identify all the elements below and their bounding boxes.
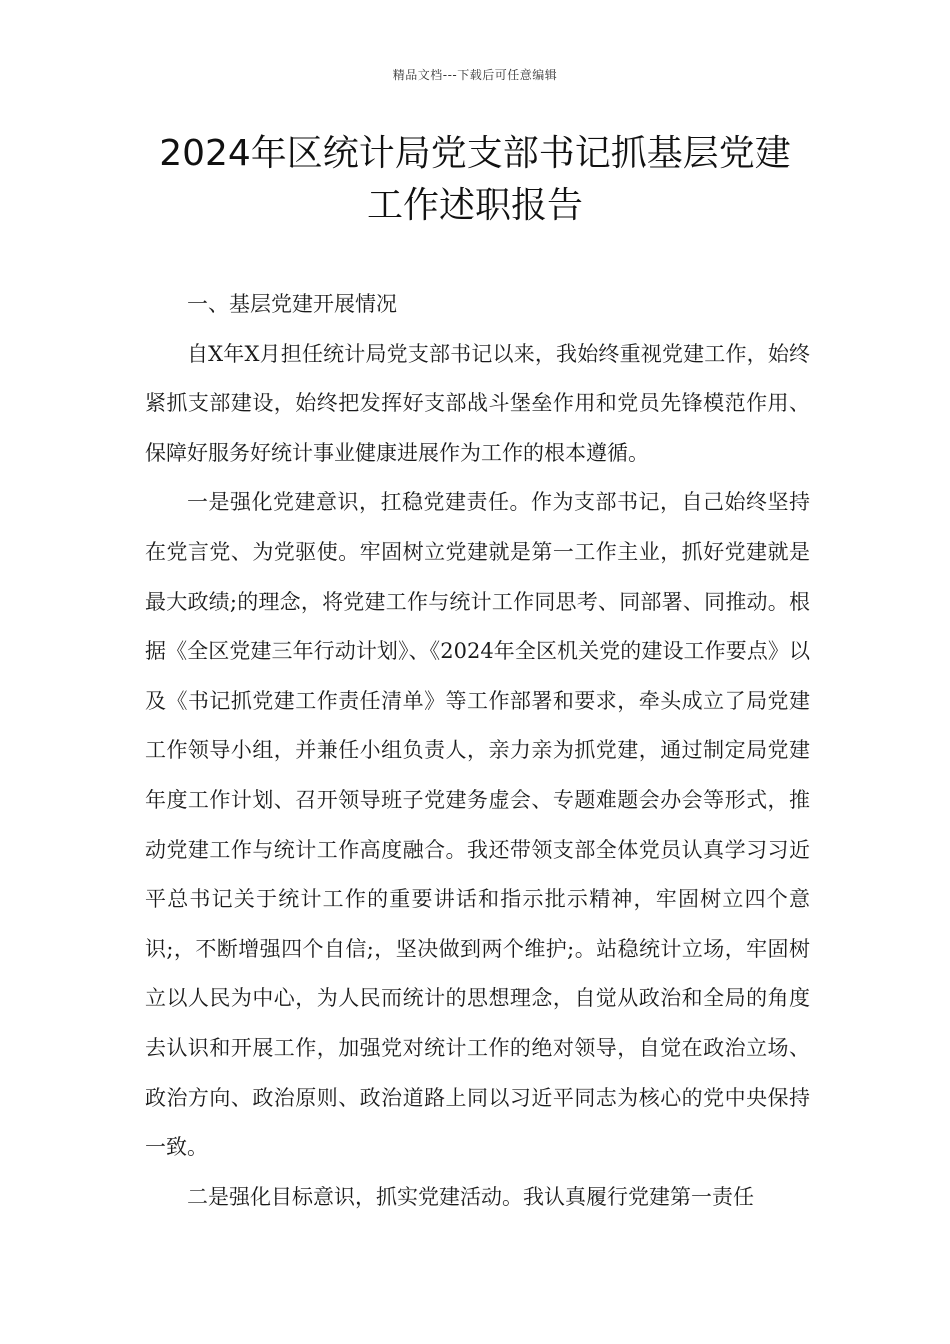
paragraph: 自X年X月担任统计局党支部书记以来，我始终重视党建工作，始终紧抓支部建设，始终把发挥好支部战斗堡垒作用和党员先锋模范作用、保障好服务好统计事业健康进展作为工作的根本遵循。	[145, 341, 810, 465]
section-heading: 一、基层党建开展情况	[187, 292, 397, 316]
document-title	[100, 128, 850, 232]
document-body	[145, 280, 810, 1222]
title-line-2: 工作述职报告	[366, 185, 583, 226]
paragraph: 一是强化党建意识，扛稳党建责任。作为支部书记，自己始终坚持在党言党、为党驱使。牢固树立党建就是第一工作主业，抓好党建就是最大政绩;的理念，将党建工作与统计工作同思考、同部署、同推动。根据《全区党建三年行动计划》、《2024年全区机关党的建设工作要点》以及《书记抓党建工作责任清单》等工作部署和要求，牵头成立了局党建工作领导小组，并兼任小组负责人，亲力亲为抓党建，通过制定局党建年度工作计划、召开领导班子党建务虚会、专题难题会办会等形式，推动党建工作与统计工作高度融合。我还带领支部全体党员认真学习习近平总书记关于统计工作的重要讲话和指示批示精神，牢固树立四个意识;，不断增强四个自信;，坚决做到两个维护;。站稳统计立场，牢固树立以人民为中心，为人民而统计的思想理念，自觉从政治和全局的角度去认识和开展工作，加强党对统计工作的绝对领导，自觉在政治立场、政治方向、政治原则、政治道路上同以习近平同志为核心的党中央保持一致。	[145, 490, 810, 1160]
paragraph: 二是强化目标意识，抓实党建活动。我认真履行党建第一责任	[187, 1184, 754, 1209]
header-note: 精品文档---下载后可任意编辑	[392, 68, 558, 82]
title-line-1: 2024年区统计局党支部书记抓基层党建	[159, 133, 791, 174]
